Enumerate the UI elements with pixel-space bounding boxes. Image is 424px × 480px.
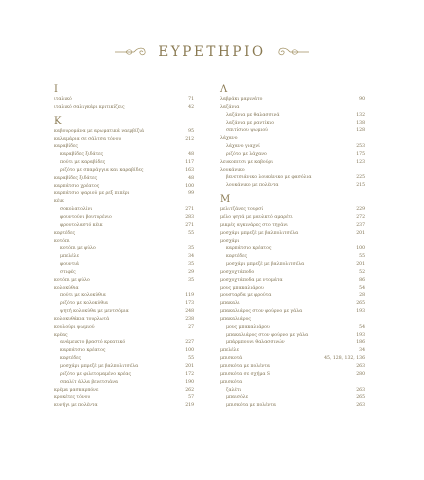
- entry-page-number: 201: [356, 262, 365, 268]
- index-subentry: [54, 159, 194, 167]
- entry-page-number: 71: [188, 97, 194, 102]
- section-letter: Κ: [54, 115, 62, 127]
- entry-text: μπακαλιάρος στον φούρνο με γάλα: [220, 309, 303, 315]
- entry-text: λουκάνικο με πολέντα: [226, 183, 279, 189]
- entry-text: κουλούρι ψωμιού: [54, 324, 95, 330]
- entry-text: ριζότο με σπαράγγια και καραβίδες: [60, 167, 144, 173]
- index-subentry: [220, 174, 365, 182]
- entry-text: μπισκότα με πολέντα: [220, 364, 271, 369]
- index-subentry: [54, 222, 194, 230]
- entry-text: μουσταρδα με φρούτα: [220, 293, 272, 299]
- index-entry: [54, 387, 194, 395]
- index-section: [54, 116, 194, 410]
- entry-page-number: 119: [185, 293, 194, 299]
- index-entry: [54, 136, 194, 144]
- index-subentry: [54, 245, 194, 253]
- entry-text: μπισκότα: [220, 379, 243, 385]
- entry-text: μικρές αγκινάρες στο τηγάνι: [220, 222, 288, 228]
- index-entry: [220, 96, 365, 104]
- entry-text: λαζάνια με ραντίκιο: [226, 120, 274, 126]
- index-subentry: [220, 120, 365, 128]
- entry-page-number: 238: [185, 316, 194, 322]
- entry-text: ριζότο με λάχανο: [226, 151, 267, 157]
- entry-page-number: 55: [188, 230, 194, 236]
- entry-text: φουντιά: [60, 262, 80, 268]
- index-entry: [220, 269, 365, 277]
- index-section: [220, 194, 365, 410]
- index-subentry: [54, 151, 194, 159]
- entry-page-number: 29: [188, 269, 194, 275]
- entry-text: καρπάτσιο χρέατος: [54, 183, 100, 189]
- index-entry: [220, 316, 365, 324]
- entry-page-number: 263: [356, 403, 365, 409]
- entry-text: μοσχάρι: [220, 238, 240, 244]
- entry-text: ριζότο με φιλετομαμένο κρέας: [60, 371, 132, 377]
- right-flourish-ornament: [276, 46, 310, 58]
- entry-page-number: 48: [188, 175, 194, 181]
- entry-text: ζαλέτι: [226, 387, 242, 393]
- entry-page-number: 95: [188, 128, 194, 134]
- entry-page-number: 175: [356, 151, 365, 157]
- index-entry: [220, 167, 365, 175]
- index-subentry: [220, 127, 365, 135]
- entry-page-number: 265: [356, 395, 365, 401]
- entry-page-number: 280: [356, 371, 365, 377]
- index-entry: [220, 300, 365, 308]
- index-subentry: [220, 151, 365, 159]
- entry-page-number: 248: [185, 309, 194, 315]
- section-letter: Λ: [220, 84, 228, 95]
- entry-text: πούτι με καραβίδες: [60, 160, 106, 166]
- entry-page-number: 90: [359, 97, 365, 102]
- entry-list: [220, 206, 365, 410]
- entry-page-number: 54: [359, 324, 365, 330]
- entry-text: μπισκοτά: [220, 356, 243, 362]
- index-entry: [220, 355, 365, 363]
- entry-page-number: 201: [356, 230, 365, 236]
- index-subentry: [220, 332, 365, 340]
- index-subentry: [54, 339, 194, 347]
- entry-text: βενετσιάνικο λουκάνικο με φασόλια: [226, 175, 312, 181]
- entry-text: μπακαλι: [220, 301, 240, 307]
- entry-text: κεφτέδες: [54, 230, 76, 236]
- entry-page-number: 86: [359, 277, 365, 283]
- entry-page-number: 34: [188, 254, 194, 260]
- entry-text: κεφτέδες: [226, 254, 248, 260]
- entry-text: μους μπακαλιάρου: [220, 285, 264, 291]
- entry-text: μπαισόλε: [226, 395, 249, 401]
- entry-page-number: 227: [185, 340, 194, 346]
- entry-page-number: 253: [356, 144, 365, 150]
- entry-text: καλαμάρια σε σάλτσα τόνου: [54, 136, 122, 142]
- entry-page-number: 265: [356, 301, 365, 307]
- entry-page-number: 54: [359, 285, 365, 291]
- index-subentry: [220, 387, 365, 395]
- index-entry: [54, 143, 194, 151]
- index-entry: [220, 104, 365, 112]
- entry-text: μπισκότα σε σχήμα S: [220, 371, 271, 377]
- entry-page-number: 193: [356, 309, 365, 315]
- entry-text: φρουτολαστό κέικ: [60, 222, 103, 228]
- entry-page-number: 34: [359, 348, 365, 354]
- entry-text: λαζάνια με θαλασσινά: [226, 112, 280, 118]
- entry-text: καρπάτσιο κρέατος: [226, 246, 272, 252]
- index-entry: [54, 324, 194, 332]
- entry-page-number: 237: [356, 222, 365, 228]
- entry-text: μπισκότα με πολέντα: [226, 403, 277, 409]
- entry-page-number: 263: [356, 364, 365, 369]
- index-entry: [220, 238, 365, 246]
- index-entry: [220, 159, 365, 167]
- entry-text: σπαλίτ άλλα βενετσιάνα: [60, 379, 119, 385]
- section-letter: Ι: [54, 84, 58, 95]
- entry-text: σπιτίσιου ψωμιού: [226, 128, 268, 134]
- entry-text: καραβίδες ξιδάτες: [54, 175, 98, 181]
- entry-page-number: 48: [188, 152, 194, 158]
- entry-text: μπακαλιάρος: [220, 316, 251, 322]
- index-entry: [54, 277, 194, 285]
- index-subentry: [220, 143, 365, 151]
- entry-page-number: 45, 128, 132, 136: [324, 356, 365, 362]
- entry-text: λάχανο γιαχνί: [226, 144, 260, 150]
- entry-page-number: 99: [188, 191, 194, 197]
- index-subentry: [54, 292, 194, 300]
- entry-page-number: 55: [188, 356, 194, 362]
- index-subentry: [54, 371, 194, 379]
- entry-text: κοτόπι με φύλο: [60, 246, 96, 252]
- page-title: ΕΥΡΕΤΗΡΙΟ: [158, 44, 266, 60]
- index-subentry: [220, 112, 365, 120]
- entry-text: ιταλικό σαλιγκάρι κριτικίζεις: [54, 104, 125, 110]
- entry-page-number: 263: [356, 387, 365, 393]
- entry-text: λουκάνικο: [220, 167, 245, 173]
- entry-text: ριζότο με κολοκύθια: [60, 301, 108, 307]
- entry-list: [54, 128, 194, 410]
- entry-text: κολοκύθια: [54, 285, 79, 291]
- entry-page-number: 271: [185, 222, 194, 228]
- index-entry: [220, 292, 365, 300]
- entry-page-number: 229: [356, 207, 365, 213]
- index-entry: [54, 394, 194, 402]
- entry-text: κροκέτες τόνου: [54, 395, 91, 401]
- index-entry: [220, 285, 365, 293]
- entry-text: φουντούνι βουτυρένιο: [60, 214, 112, 220]
- entry-text: καραβίδες: [54, 144, 78, 150]
- entry-text: μους μπακαλιάρου: [226, 324, 270, 330]
- entry-page-number: 262: [185, 387, 194, 393]
- entry-page-number: 215: [356, 183, 365, 189]
- index-subentry: [54, 214, 194, 222]
- entry-text: κρέμα μασκαρπόνε: [54, 387, 99, 393]
- entry-page-number: 100: [185, 348, 194, 354]
- index-subentry: [54, 261, 194, 269]
- index-entry: [54, 230, 194, 238]
- index-subentry: [220, 245, 365, 253]
- entry-page-number: 201: [185, 364, 194, 369]
- index-subentry: [220, 261, 365, 269]
- entry-text: ψητή κολοκύθα με μεντσόμια: [60, 309, 129, 315]
- index-entry: [54, 332, 194, 340]
- index-entry: [54, 96, 194, 104]
- entry-page-number: 57: [188, 395, 194, 401]
- entry-text: κρέας: [54, 332, 68, 338]
- section-letter: Μ: [220, 194, 231, 206]
- entry-page-number: 35: [188, 246, 194, 252]
- index-subentry: [54, 379, 194, 387]
- index-subentry: [54, 347, 194, 355]
- index-entry: [54, 128, 194, 136]
- entry-text: μέλο ψητά με μαυλκτό αμαρέτι: [220, 214, 293, 220]
- entry-text: λαβράκι μαρινάτο: [220, 97, 263, 102]
- index-subentry: [220, 253, 365, 261]
- entry-page-number: 172: [185, 371, 194, 377]
- index-subentry: [54, 253, 194, 261]
- entry-page-number: 35: [188, 277, 194, 283]
- entry-text: ανάμεικτο βραστό κρεατικό: [60, 340, 126, 346]
- index-entry: [220, 277, 365, 285]
- entry-text: μοσχάρι μπρεζέ με βαλπολιτσέλα: [60, 364, 139, 369]
- index-entry: [220, 206, 365, 214]
- left-flourish-ornament: [114, 46, 148, 58]
- entry-page-number: 283: [185, 214, 194, 220]
- entry-page-number: 28: [359, 293, 365, 299]
- index-subentry: [54, 269, 194, 277]
- entry-page-number: 272: [356, 214, 365, 220]
- entry-text: μοσχάρι μπρεζέ με βαλπολιτσέλα: [226, 262, 305, 268]
- entry-page-number: 100: [185, 183, 194, 189]
- entry-page-number: 128: [356, 128, 365, 134]
- entry-page-number: 271: [185, 207, 194, 213]
- entry-text: λαζάνια: [220, 104, 240, 110]
- index-subentry: [54, 355, 194, 363]
- entry-page-number: 225: [356, 175, 365, 181]
- entry-page-number: 173: [185, 301, 194, 307]
- index-entry: [54, 238, 194, 246]
- index-subentry: [54, 206, 194, 214]
- entry-text: μοσχάρι μπρεζέ με βαλπολιτσέλα: [220, 230, 299, 236]
- entry-page-number: 186: [356, 340, 365, 346]
- index-subentry: [220, 339, 365, 347]
- entry-text: κοτόπι: [54, 238, 70, 244]
- entry-page-number: 123: [356, 159, 365, 165]
- entry-text: μοσχοχτάποδα με ντομάτα: [220, 277, 283, 283]
- entry-text: κέικ: [54, 199, 64, 205]
- entry-list: [54, 96, 194, 112]
- entry-text: κοτόπι με φύλο: [54, 277, 90, 283]
- entry-text: κυνήγι με πολέντα: [54, 403, 98, 409]
- index-entry: [54, 190, 194, 198]
- index-section: [54, 84, 194, 112]
- entry-page-number: 132: [356, 112, 365, 118]
- entry-text: μπελέλε: [220, 348, 239, 354]
- entry-text: μπακαλιάρος στον φούρνο με γάλα: [226, 332, 309, 338]
- entry-text: καβουρομάνα με αρωματικά ναερβίζιά: [54, 128, 145, 134]
- entry-page-number: 52: [359, 269, 365, 275]
- index-entry: [54, 285, 194, 293]
- entry-text: μπάρμπουνι θαλασσινών: [226, 340, 285, 346]
- entry-list: [220, 96, 365, 190]
- index-subentry: [54, 167, 194, 175]
- entry-page-number: 117: [185, 160, 194, 166]
- index-entry: [54, 402, 194, 410]
- entry-page-number: 190: [185, 379, 194, 385]
- index-entry: [220, 214, 365, 222]
- entry-page-number: 27: [188, 324, 194, 330]
- index-subentry: [54, 300, 194, 308]
- index-entry: [220, 135, 365, 143]
- entry-text: μπελέλε: [60, 254, 79, 260]
- index-entry: [220, 363, 365, 371]
- index-entry: [54, 316, 194, 324]
- entry-page-number: 193: [356, 332, 365, 338]
- entry-text: πούτι με κολοκύθια: [60, 293, 106, 299]
- entry-page-number: 163: [185, 167, 194, 173]
- index-entry: [220, 222, 365, 230]
- index-entry: [54, 183, 194, 191]
- entry-page-number: 212: [185, 136, 194, 142]
- entry-text: καρπάτσιο κρέατος: [60, 348, 106, 354]
- entry-text: μοσχοχτάποδο: [220, 269, 255, 275]
- entry-page-number: 35: [188, 262, 194, 268]
- entry-text: σοκολατολίνι: [60, 207, 93, 213]
- index-entry: [220, 371, 365, 379]
- entry-text: κεφτέδες: [60, 356, 82, 362]
- entry-text: καρπάτσιο ψαριού με ρεξ πιπέρι: [54, 191, 130, 197]
- entry-text: καραβίδες ξιδάτες: [60, 152, 104, 158]
- entry-page-number: 55: [359, 254, 365, 260]
- entry-text: λάχανο: [220, 136, 238, 142]
- entry-text: στιφές: [60, 269, 76, 275]
- entry-page-number: 100: [356, 246, 365, 252]
- entry-text: λευκοπιτσι με καβούρι: [220, 159, 273, 165]
- entry-text: κολοκυθάκια τουρλωτά: [54, 316, 110, 322]
- index-subentry: [54, 308, 194, 316]
- index-column-right: [220, 84, 365, 410]
- entry-page-number: 42: [188, 104, 194, 110]
- index-entry: [220, 347, 365, 355]
- entry-text: μελιτζάνες τουρσί: [220, 207, 264, 213]
- index-subentry: [220, 324, 365, 332]
- index-entry: [220, 379, 365, 387]
- index-subentry: [54, 363, 194, 371]
- index-entry: [54, 198, 194, 206]
- index-subentry: [220, 402, 365, 410]
- index-entry: [54, 104, 194, 112]
- entry-text: ιταλικό: [54, 97, 72, 102]
- index-subentry: [220, 182, 365, 190]
- index-entry: [54, 175, 194, 183]
- entry-page-number: 138: [356, 120, 365, 126]
- index-column-left: [54, 84, 194, 410]
- index-entry: [220, 308, 365, 316]
- index-section: [220, 84, 365, 190]
- index-entry: [220, 230, 365, 238]
- entry-page-number: 219: [185, 403, 194, 409]
- index-subentry: [220, 394, 365, 402]
